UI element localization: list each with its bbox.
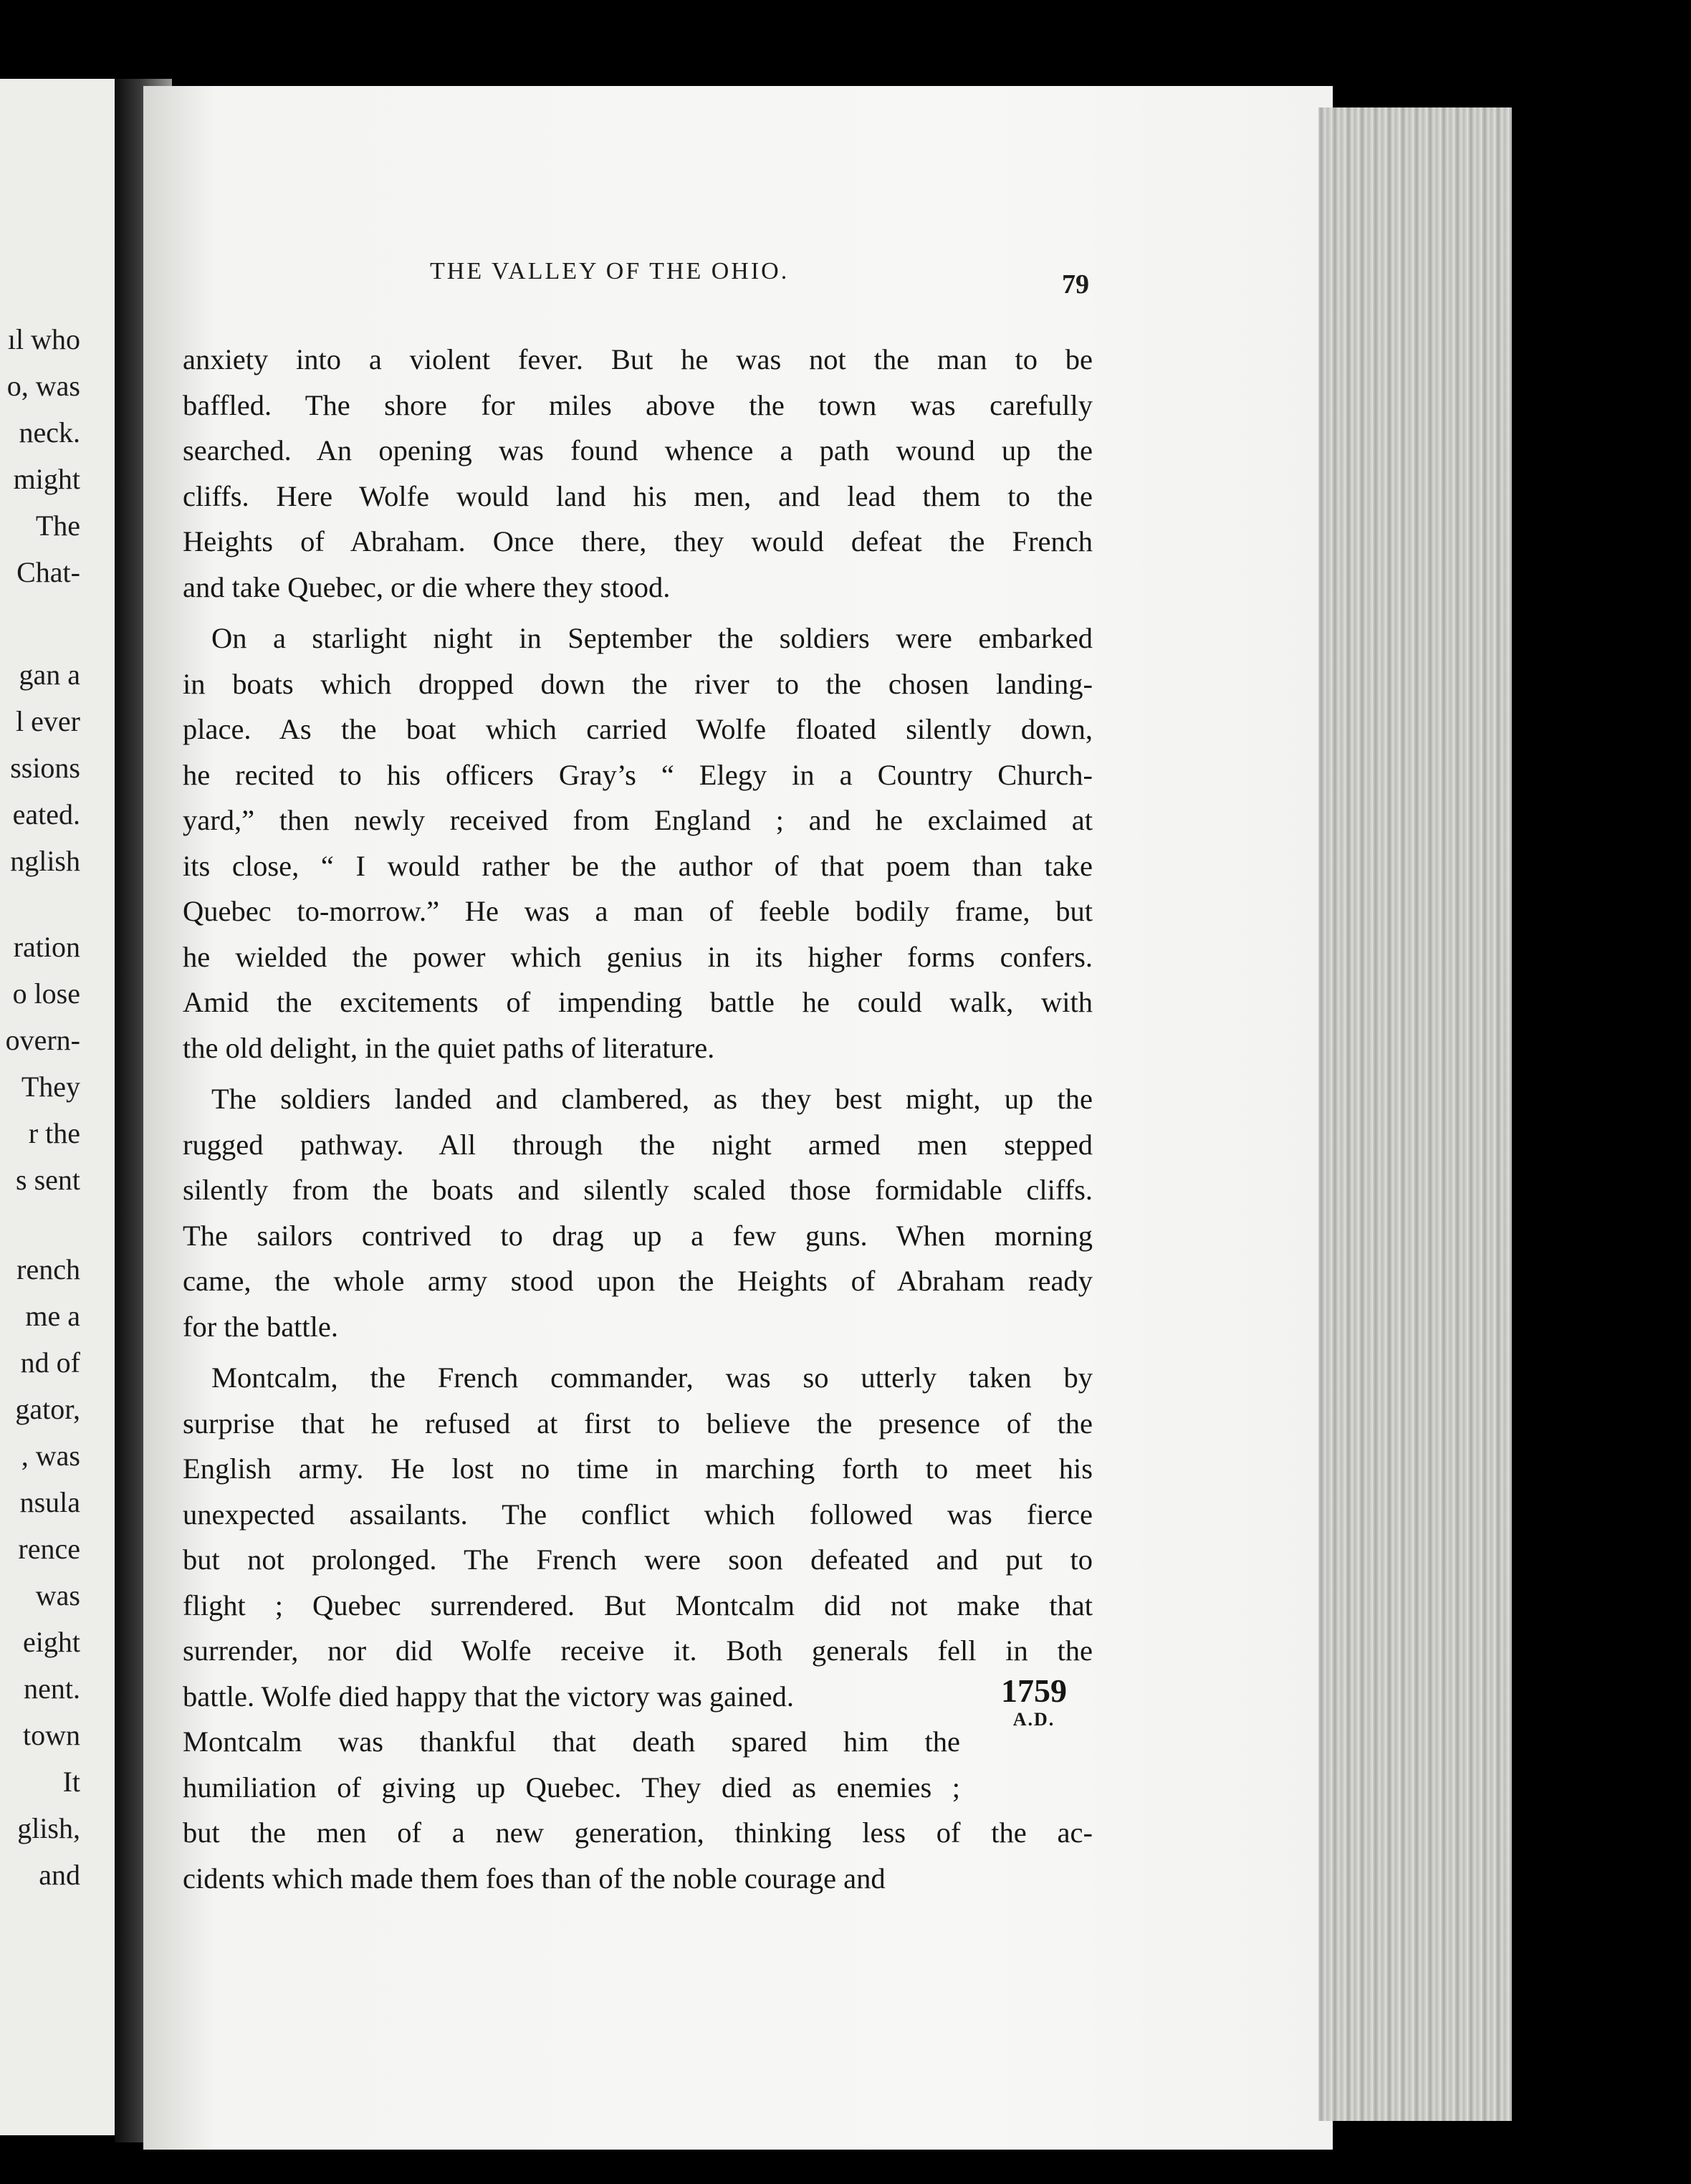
left-page-fragment: It	[62, 1766, 80, 1798]
left-page-fragment: eight	[23, 1626, 80, 1658]
left-page-fragment: me a	[25, 1300, 80, 1332]
running-title: THE VALLEY OF THE OHIO.	[430, 258, 790, 284]
text-line: Amid the excitements of impending battle he could walk, with	[183, 986, 1093, 1018]
text-line: place. As the boat which carried Wolfe floated silently down,	[183, 713, 1093, 745]
text-line: anxiety into a violent fever. But he was not the man to be	[183, 343, 1093, 375]
text-line: The sailors contrived to drag up a few guns. When morning	[183, 1219, 1093, 1252]
text-line: surprise that he refused at first to believe the presence of the	[183, 1407, 1093, 1440]
paragraph	[183, 1355, 1093, 1901]
left-page-fragment: ıl who	[7, 323, 80, 355]
paragraph	[183, 1076, 1093, 1349]
text-line: rugged pathway. All through the night armed men stepped	[183, 1128, 1093, 1161]
text-line: surrender, nor did Wolfe receive it. Both generals fell in the	[183, 1634, 1093, 1667]
text-line: but the men of a new generation, thinking less of the ac-	[183, 1816, 1093, 1849]
left-page-fragment: r the	[28, 1117, 80, 1149]
left-page-fragment: glish,	[17, 1812, 80, 1844]
text-line: cidents which made them foes than of the noble courage and	[183, 1862, 886, 1895]
left-page-fragment: nglish	[10, 845, 80, 877]
body-text	[183, 337, 1093, 1901]
text-line: and take Quebec, or die where they stood.	[183, 570, 671, 603]
margin-era: A.D.	[1012, 1709, 1055, 1730]
text-line: Quebec to-morrow.” He was a man of feeble bodily frame, but	[183, 895, 1093, 927]
text-line: came, the whole army stood upon the Heights of Abraham ready	[183, 1265, 1093, 1297]
left-page-fragment: neck.	[19, 416, 80, 449]
text-line: for the battle.	[183, 1310, 339, 1343]
paragraph-gap	[183, 610, 1093, 616]
text-line: humiliation of giving up Quebec. They died as enemies ;	[183, 1771, 960, 1804]
text-line: yard,” then newly received from England ; and he exclaimed at	[183, 804, 1093, 836]
left-page-fragment: l ever	[16, 705, 80, 737]
text-line: On a starlight night in September the soldiers were embarked	[211, 622, 1093, 654]
left-page-fragment: was	[35, 1579, 80, 1611]
text-line: silently from the boats and silently scaled those formidable cliffs.	[183, 1174, 1093, 1206]
text-line: its close, “ I would rather be the author of that poem than take	[183, 849, 1093, 882]
left-page-fragment: nsula	[19, 1486, 80, 1518]
text-line: Montcalm was thankful that death spared him the	[183, 1725, 960, 1758]
text-line: the old delight, in the quiet paths of literature.	[183, 1031, 715, 1064]
left-page-fragment: eated.	[12, 798, 80, 830]
page-number: 79	[1062, 269, 1089, 300]
left-page-fragment: town	[23, 1719, 80, 1751]
paragraph	[183, 616, 1093, 1071]
paragraph	[183, 337, 1093, 610]
left-page-fragment: They	[21, 1071, 80, 1103]
left-page-fragment: gan a	[19, 658, 80, 691]
text-line: battle. Wolfe died happy that the victory was gained.	[183, 1680, 794, 1713]
left-page	[0, 79, 115, 2135]
paragraph-gap	[183, 1071, 1093, 1076]
left-page-fragment: , was	[21, 1440, 80, 1472]
left-page-fragment: might	[13, 463, 80, 495]
left-page-fragment: and	[39, 1859, 80, 1891]
text-line: cliffs. Here Wolfe would land his men, and lead them to the	[183, 479, 1093, 512]
paragraph-gap	[183, 1349, 1093, 1355]
left-page-fragment: o lose	[12, 977, 80, 1010]
text-line: The soldiers landed and clambered, as they best might, up the	[211, 1083, 1093, 1115]
left-page-fragment: overn-	[5, 1024, 80, 1056]
left-page-fragment: ssions	[10, 752, 80, 784]
left-page-fragment: rence	[18, 1533, 80, 1565]
text-line: flight ; Quebec surrendered. But Montcalm did not make that	[183, 1589, 1093, 1622]
left-page-fragment: rench	[16, 1253, 80, 1285]
text-line: but not prolonged. The French were soon defeated and put to	[183, 1543, 1093, 1576]
text-line: Montcalm, the French commander, was so utterly taken by	[211, 1361, 1093, 1394]
page-edges	[1318, 107, 1512, 2121]
text-line: Heights of Abraham. Once there, they would defeat the French	[183, 525, 1093, 557]
text-line: English army. He lost no time in marching forth to meet his	[183, 1452, 1093, 1485]
margin-year: 1759	[1001, 1672, 1067, 1709]
text-line: he wielded the power which genius in its higher forms confers.	[183, 940, 1093, 973]
left-page-fragment: ration	[13, 931, 80, 963]
text-line: searched. An opening was found whence a path wound up the	[183, 434, 1093, 466]
left-page-fragment: The	[35, 509, 80, 542]
text-line: unexpected assailants. The conflict which followed was fierce	[183, 1498, 1093, 1531]
left-page-fragment: nent.	[24, 1672, 80, 1705]
text-line: baffled. The shore for miles above the town was carefully	[183, 388, 1093, 421]
left-page-fragment: s sent	[16, 1164, 80, 1196]
left-page-fragment: nd of	[20, 1346, 80, 1379]
left-page-fragment: gator,	[15, 1393, 80, 1425]
margin-note	[1001, 1673, 1067, 1730]
left-page-fragment: o, was	[6, 370, 80, 402]
text-line: in boats which dropped down the river to the chosen landing-	[183, 667, 1093, 700]
left-page-fragment: Chat-	[16, 556, 80, 588]
text-line: he recited to his officers Gray’s “ Elegy in a Country Church-	[183, 758, 1093, 791]
